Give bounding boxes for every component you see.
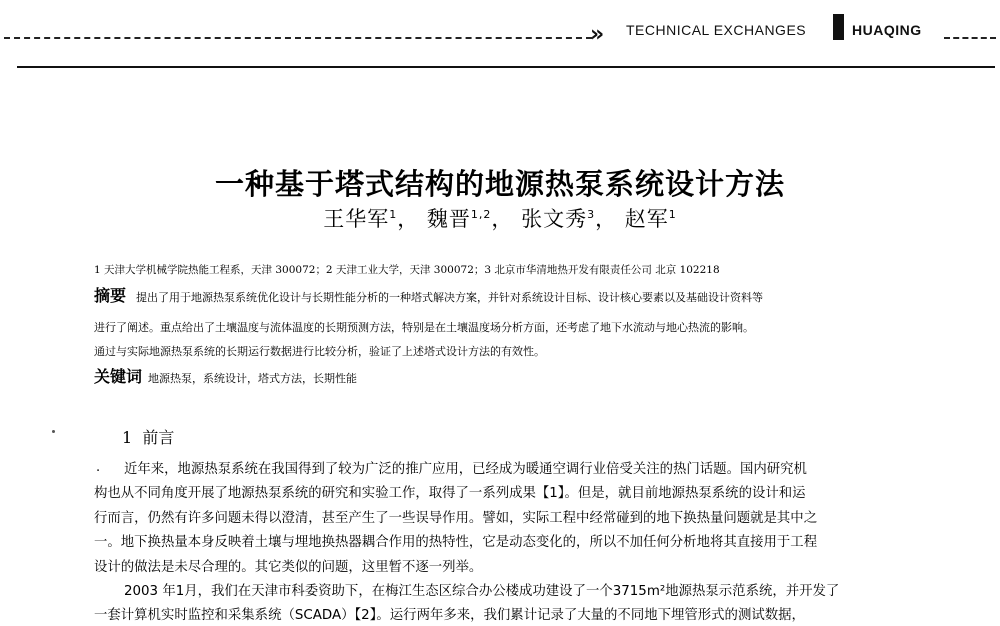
author-name: 赵军 bbox=[624, 207, 669, 231]
abstract-text: 进行了阐述。重点给出了土壤温度与流体温度的长期预测方法，特别是在土壤温度场分析方面，还考虑了地下水流动与地心热流的影响。 bbox=[94, 321, 754, 334]
abstract-first-line bbox=[94, 283, 763, 306]
abstract-text: 通过与实际地源热泵系统的长期运行数据进行比较分析，验证了上述塔式设计方法的有效性。 bbox=[94, 345, 545, 358]
header-solid-rule bbox=[17, 66, 995, 68]
body-line: 一。地下换热量本身反映着土壤与埋地换热器耦合作用的热特性，它是动态变化的，所以不加任何分析地将其直接用于工程 bbox=[94, 535, 818, 550]
article-title: 一种基于塔式结构的地源热泵系统设计方法 bbox=[214, 167, 785, 201]
affiliations: 1 天津大学机械学院热能工程系，天津 300072；2 天津工业大学，天津 300072；3 北京市华清地热开发有限责任公司 北京 102218 bbox=[94, 264, 720, 276]
header-dashed-rule-left bbox=[4, 37, 592, 39]
author-affil-mark: 3 bbox=[587, 208, 596, 221]
scan-dot bbox=[52, 430, 55, 433]
author-affil-mark: 1 bbox=[389, 208, 398, 221]
author-name: 魏晋 bbox=[426, 207, 471, 231]
scan-dot: . bbox=[96, 460, 101, 475]
abstract-label: 摘要 bbox=[94, 286, 127, 305]
section-title: 前言 bbox=[142, 428, 175, 447]
body-line: 一套计算机实时监控和采集系统（SCADA）【2】。运行两年多来，我们累计记录了大量的不同地下埋管形式的测试数据， bbox=[94, 608, 805, 623]
body-line: 近年来，地源热泵系统在我国得到了较为广泛的推广应用，已经成为暖通空调行业倍受关注的热门话题。国内研究机 bbox=[124, 462, 807, 477]
brand-label: HUAQING bbox=[852, 22, 922, 38]
body-line: 设计的做法是未尽合理的。其它类似的问题，这里暂不逐一列举。 bbox=[94, 560, 483, 575]
author-list bbox=[0, 203, 1000, 233]
author-separator: ， bbox=[595, 207, 618, 231]
header-black-bar bbox=[833, 14, 844, 40]
author-separator: ， bbox=[491, 207, 514, 231]
keywords-text: 地源热泵，系统设计，塔式方法，长期性能 bbox=[148, 372, 358, 385]
abstract-text: 提出了用于地源热泵系统优化设计与长期性能分析的一种塔式解决方案，并针对系统设计目标、设计核心要素以及基础设计资料等 bbox=[136, 291, 764, 304]
chevron-double-right-icon: » bbox=[590, 22, 599, 47]
author-affil-mark: 1 bbox=[668, 208, 677, 221]
author-separator: ， bbox=[397, 207, 420, 231]
header-dashed-rule-right bbox=[944, 37, 996, 39]
body-line: 行而言，仍然有许多问题未得以澄清，甚至产生了一些误导作用。譬如，实际工程中经常碰到的地下换热量问题就是其中之 bbox=[94, 511, 818, 526]
section-label: TECHNICAL EXCHANGES bbox=[626, 22, 807, 38]
keywords-line bbox=[94, 364, 357, 387]
author-name: 王华军 bbox=[323, 207, 390, 231]
author-affil-mark: 1,2 bbox=[470, 208, 492, 221]
author-name: 张文秀 bbox=[521, 207, 588, 231]
body-line: 构也从不同角度开展了地源热泵系统的研究和实验工作，取得了一系列成果【1】。但是，就目前地源热泵系统的设计和运 bbox=[94, 486, 806, 501]
body-line: 2003 年1月，我们在天津市科委资助下，在梅江生态区综合办公楼成功建设了一个3715m²地源热泵示范系统，并开发了 bbox=[124, 584, 840, 599]
keywords-label: 关键词 bbox=[94, 367, 143, 386]
section-number: 1 bbox=[122, 428, 133, 447]
section-heading bbox=[122, 425, 174, 448]
